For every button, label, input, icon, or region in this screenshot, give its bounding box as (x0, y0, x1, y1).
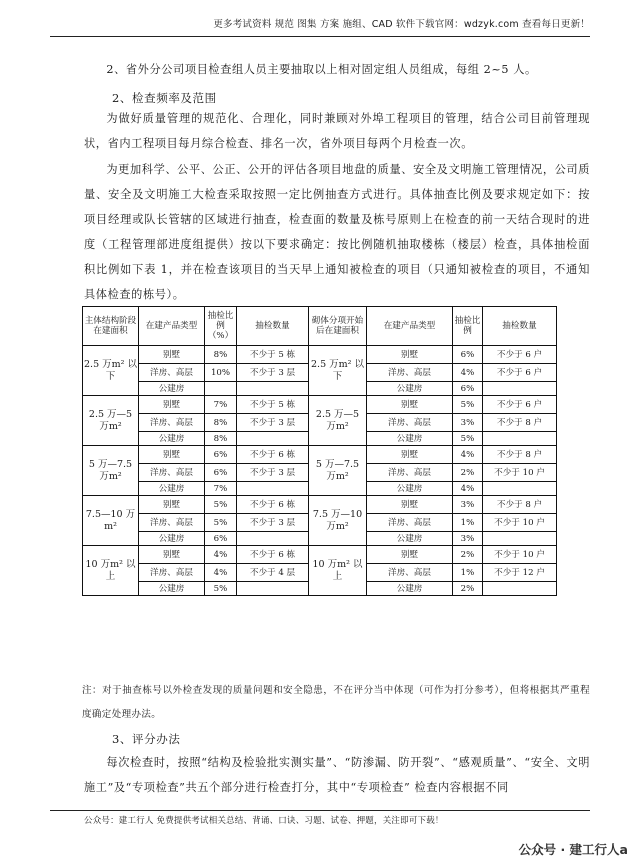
right-ratio-cell: 3% (453, 496, 483, 514)
left-type-cell: 别墅 (139, 496, 205, 514)
right-area-cell: 7.5 万—10 万m² (309, 496, 367, 546)
sampling-paragraph: 为更加科学、公平、公正、公开的评估各项目地盘的质量、安全及文明施工管理情况，公司质量、安全及文明施工大检查采取按照一定比例抽查方式进行。具体抽查比例及要求规定如下：按项目经理或队长管辖的区域进行抽查，检查面的数量及栋号原则上在检查的前一天结合现时的进度（工程管理部进度组提供）按以下要求确定：按比例随机抽取楼栋（楼层）检查，具体抽检面积比例如下表 1，并在检查该项目的当天早上通知被检查的项目（只通知被检查的项目，不通知具体检查的栋号）。 (84, 163, 590, 301)
left-area-cell: 10 万m² 以上 (83, 546, 139, 596)
left-ratio-cell: 8% (205, 432, 237, 446)
left-ratio-cell (205, 382, 237, 396)
right-type-cell: 洋房、高层 (367, 414, 453, 432)
left-qty-cell: 不少于 6 栋 (237, 496, 309, 514)
right-ratio-cell: 1% (453, 564, 483, 582)
left-type-cell: 洋房、高层 (139, 414, 205, 432)
left-ratio-cell: 7% (205, 396, 237, 414)
left-type-cell: 洋房、高层 (139, 464, 205, 482)
section-heading-scoring: 3、评分办法 (112, 732, 181, 746)
right-type-cell: 别墅 (367, 396, 453, 414)
table-header-row (83, 307, 557, 346)
footer-divider (50, 810, 590, 811)
right-area-cell: 2.5 万—5 万m² (309, 396, 367, 446)
right-qty-cell (483, 482, 557, 496)
right-ratio-cell: 4% (453, 364, 483, 382)
left-type-cell: 别墅 (139, 446, 205, 464)
right-type-cell: 洋房、高层 (367, 514, 453, 532)
right-ratio-cell: 2% (453, 582, 483, 596)
right-qty-cell (483, 382, 557, 396)
right-area-cell: 10 万m² 以上 (309, 546, 367, 596)
right-type-cell: 别墅 (367, 546, 453, 564)
left-qty-cell: 不少于 3 层 (237, 514, 309, 532)
left-ratio-cell: 10% (205, 364, 237, 382)
section-heading-frequency: 2、检查频率及范围 (112, 91, 217, 105)
table-row (83, 496, 557, 514)
left-qty-cell (237, 482, 309, 496)
page-footer: 公众号：建工行人 免费提供考试相关总结、背诵、口诀、习题、试卷、押题，关注即可下载！ (84, 816, 444, 826)
left-ratio-cell: 6% (205, 464, 237, 482)
right-ratio-cell: 3% (453, 532, 483, 546)
right-ratio-cell: 1% (453, 514, 483, 532)
right-qty-cell: 不少于 8 户 (483, 414, 557, 432)
left-type-cell: 公建房 (139, 432, 205, 446)
left-qty-cell: 不少于 5 栋 (237, 346, 309, 364)
right-ratio-cell: 5% (453, 396, 483, 414)
header-left-qty: 抽检数量 (237, 307, 309, 346)
right-ratio-cell: 6% (453, 346, 483, 364)
left-ratio-cell: 6% (205, 532, 237, 546)
left-area-cell: 5 万—7.5 万m² (83, 446, 139, 496)
right-ratio-cell: 2% (453, 546, 483, 564)
page-header: 更多考试资料 规范 图集 方案 施组、CAD 软件下载官网：wdzyk.com 查看每日更新！ (50, 14, 590, 37)
header-right-area: 砌体分项开始后在建面积 (309, 307, 367, 346)
right-ratio-cell: 6% (453, 382, 483, 396)
right-type-cell: 公建房 (367, 582, 453, 596)
left-area-cell: 2.5 万m² 以下 (83, 346, 139, 396)
right-type-cell: 洋房、高层 (367, 464, 453, 482)
header-left-type: 在建产品类型 (139, 307, 205, 346)
intro-paragraph: 2、省外分公司项目检查组人员主要抽取以上相对固定组人员组成，每组 2~5 人。 (106, 63, 537, 76)
right-type-cell: 别墅 (367, 346, 453, 364)
table-row (83, 396, 557, 414)
right-type-cell: 公建房 (367, 532, 453, 546)
left-type-cell: 别墅 (139, 346, 205, 364)
left-type-cell: 洋房、高层 (139, 564, 205, 582)
right-qty-cell (483, 582, 557, 596)
right-qty-cell: 不少于 6 户 (483, 396, 557, 414)
left-type-cell: 洋房、高层 (139, 364, 205, 382)
left-qty-cell (237, 532, 309, 546)
left-ratio-cell: 5% (205, 496, 237, 514)
table-row (83, 546, 557, 564)
right-qty-cell: 不少于 6 户 (483, 346, 557, 364)
right-qty-cell: 不少于 10 户 (483, 546, 557, 564)
left-type-cell: 公建房 (139, 582, 205, 596)
left-type-cell: 公建房 (139, 482, 205, 496)
right-ratio-cell: 5% (453, 432, 483, 446)
left-qty-cell: 不少于 4 层 (237, 564, 309, 582)
right-qty-cell (483, 532, 557, 546)
scoring-paragraph: 每次检查时，按照“结构及检验批实测实量”、“防渗漏、防开裂”、“感观质量”、“安全、文明施工”及“专项检查”共五个部分进行检查打分，其中“专项检查” 检查内容根据不同 (84, 756, 590, 794)
left-area-cell: 2.5 万—5 万m² (83, 396, 139, 446)
header-right-qty: 抽检数量 (483, 307, 557, 346)
right-area-cell: 5 万—7.5 万m² (309, 446, 367, 496)
right-qty-cell: 不少于 12 户 (483, 564, 557, 582)
left-ratio-cell: 8% (205, 346, 237, 364)
right-type-cell: 洋房、高层 (367, 564, 453, 582)
sampling-ratio-table (82, 306, 557, 596)
left-area-cell: 7.5—10 万m² (83, 496, 139, 546)
left-ratio-cell: 7% (205, 482, 237, 496)
left-type-cell: 洋房、高层 (139, 514, 205, 532)
right-qty-cell (483, 432, 557, 446)
table-note: 注：对于抽查栋号以外检查发现的质量问题和安全隐患，不在评分当中体现（可作为打分参考），但将根据其严重程度确定处理办法。 (82, 685, 590, 720)
left-qty-cell: 不少于 3 层 (237, 464, 309, 482)
right-qty-cell: 不少于 10 户 (483, 514, 557, 532)
left-type-cell: 别墅 (139, 546, 205, 564)
table-row (83, 446, 557, 464)
left-qty-cell: 不少于 3 层 (237, 414, 309, 432)
right-ratio-cell: 2% (453, 464, 483, 482)
left-ratio-cell: 4% (205, 546, 237, 564)
watermark: 公众号 · 建工行人a (518, 842, 628, 857)
left-qty-cell: 不少于 6 栋 (237, 546, 309, 564)
left-type-cell: 别墅 (139, 396, 205, 414)
right-qty-cell: 不少于 8 户 (483, 496, 557, 514)
left-ratio-cell: 8% (205, 414, 237, 432)
left-type-cell: 公建房 (139, 382, 205, 396)
right-type-cell: 别墅 (367, 446, 453, 464)
left-ratio-cell: 5% (205, 582, 237, 596)
frequency-paragraph: 为做好质量管理的规范化、合理化，同时兼顾对外埠工程项目的管理，结合公司目前管理现状，省内工程项目每月综合检查、排名一次，省外项目每两个月检查一次。 (84, 112, 590, 150)
right-type-cell: 公建房 (367, 482, 453, 496)
table-row (83, 346, 557, 364)
right-type-cell: 公建房 (367, 382, 453, 396)
left-qty-cell: 不少于 3 层 (237, 364, 309, 382)
right-area-cell: 2.5 万m² 以下 (309, 346, 367, 396)
right-ratio-cell: 4% (453, 446, 483, 464)
right-type-cell: 公建房 (367, 432, 453, 446)
right-ratio-cell: 4% (453, 482, 483, 496)
header-left-area: 主体结构阶段在建面积 (83, 307, 139, 346)
header-left-ratio: 抽检比例（%） (205, 307, 237, 346)
right-qty-cell: 不少于 10 户 (483, 464, 557, 482)
left-qty-cell: 不少于 6 栋 (237, 446, 309, 464)
header-right-type: 在建产品类型 (367, 307, 453, 346)
left-ratio-cell: 5% (205, 514, 237, 532)
right-type-cell: 别墅 (367, 496, 453, 514)
left-qty-cell (237, 382, 309, 396)
right-type-cell: 洋房、高层 (367, 364, 453, 382)
left-ratio-cell: 4% (205, 564, 237, 582)
right-ratio-cell: 3% (453, 414, 483, 432)
left-qty-cell (237, 432, 309, 446)
right-qty-cell: 不少于 8 户 (483, 446, 557, 464)
left-qty-cell: 不少于 5 栋 (237, 396, 309, 414)
left-qty-cell (237, 582, 309, 596)
right-qty-cell: 不少于 6 户 (483, 364, 557, 382)
left-type-cell: 公建房 (139, 532, 205, 546)
left-ratio-cell: 6% (205, 446, 237, 464)
header-right-ratio: 抽检比例 (453, 307, 483, 346)
